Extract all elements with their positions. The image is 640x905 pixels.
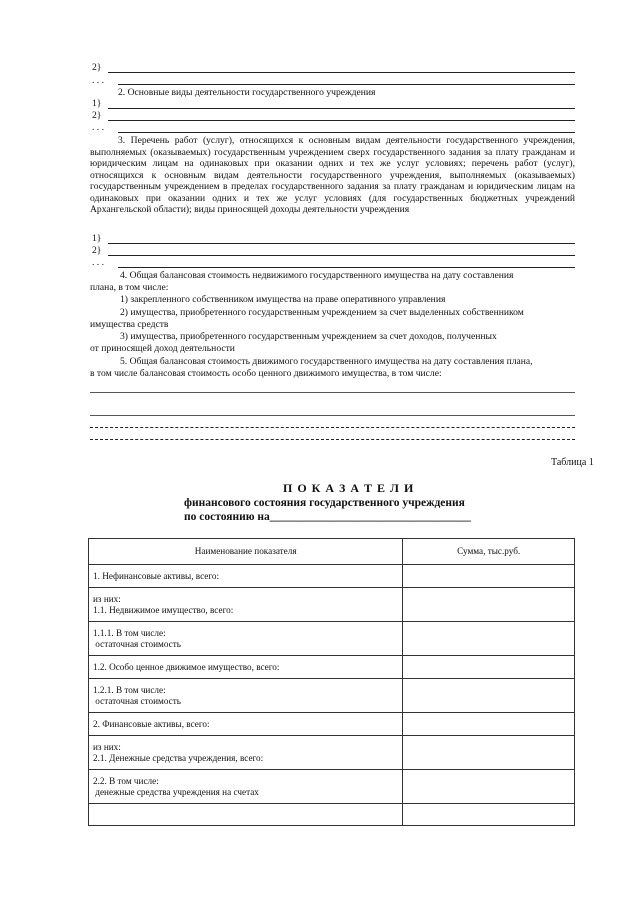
item-number: 1}	[92, 98, 102, 109]
fill-line	[108, 108, 575, 109]
row-label: из них: 1.1. Недвижимое имущество, всего:	[89, 588, 403, 622]
section-4-item-3-cont: от приносящей доход деятельности	[90, 343, 235, 354]
row-label: 1. Нефинансовые активы, всего:	[89, 565, 403, 588]
section-2-heading: 2. Основные виды деятельности государственного учреждения	[118, 87, 376, 98]
amount-cell[interactable]	[403, 713, 575, 736]
fill-line	[118, 84, 575, 85]
ellipsis: . . .	[92, 75, 104, 86]
section-4-line-1: 4. Общая балансовая стоимость недвижимого государственного имущества на дату составления	[120, 270, 514, 281]
table-row	[89, 713, 575, 736]
amount-cell[interactable]	[403, 656, 575, 679]
section-3-paragraph: 3. Перечень работ (услуг), относящихся к основным видам деятельности государственного учреждения, выполняемых (оказываемых) государственным учреждением сверх государственного задания за плату гражданам и юридическим лицам на одинаковых при оказании одних и тех же услуг условиях; перечень работ (услуг), относящихся к основным видам деятельности государственного учреждения, выполняемых (оказываемых) государственным учреждением в пределах государственного задания за плату гражданам и юридическим лицам на одинаковых при оказании одних и тех же услуг условиях (для государственных бюджетных учреждений Архангельской области); виды приносящей доходы деятельности учреждения	[90, 135, 575, 215]
table-header-row	[89, 539, 575, 565]
section-5-line-1: 5. Общая балансовая стоимость движимого государственного имущества на дату составления плана,	[120, 356, 533, 367]
fill-line	[108, 243, 575, 244]
section-4-line-2: плана, в том числе:	[90, 282, 169, 293]
table-row	[89, 656, 575, 679]
amount-cell[interactable]	[403, 622, 575, 656]
row-label: 2.2. В том числе: денежные средства учреждения на счетах	[89, 770, 403, 804]
row-label: 1.1.1. В том числе: остаточная стоимость	[89, 622, 403, 656]
section-4-item-1: 1) закрепленного собственником имущества на праве оперативного управления	[120, 294, 446, 305]
table-row	[89, 804, 575, 826]
table-row	[89, 588, 575, 622]
row-label[interactable]	[89, 804, 403, 826]
amount-cell[interactable]	[403, 736, 575, 770]
item-number: 1}	[92, 233, 102, 244]
amount-cell[interactable]	[403, 588, 575, 622]
indicators-table	[88, 538, 575, 826]
section-4-item-2: 2) имущества, приобретенного государственным учреждением за счет выделенных собственником	[120, 307, 524, 318]
fill-line	[90, 392, 575, 393]
ellipsis: . . .	[92, 122, 104, 133]
amount-cell[interactable]	[403, 679, 575, 713]
row-label: 1.2. Особо ценное движимое имущество, всего:	[89, 656, 403, 679]
row-label: из них: 2.1. Денежные средства учреждения, всего:	[89, 736, 403, 770]
fill-line	[118, 132, 575, 133]
fill-line	[108, 255, 575, 256]
table-row	[89, 679, 575, 713]
amount-cell[interactable]	[403, 770, 575, 804]
item-number: 2}	[92, 110, 102, 121]
item-number: 2}	[92, 245, 102, 256]
fill-line	[90, 427, 575, 428]
fill-line	[90, 439, 575, 440]
row-label: 1.2.1. В том числе: остаточная стоимость	[89, 679, 403, 713]
section-5-line-2: в том числе балансовая стоимость особо ценного движимого имущества, в том числе:	[90, 368, 442, 379]
header-indicator-name: Наименование показателя	[89, 539, 403, 565]
section-4-item-2-cont: имущества средств	[90, 319, 169, 330]
amount-cell[interactable]	[403, 804, 575, 826]
ellipsis: . . .	[92, 257, 104, 268]
section-4-item-3: 3) имущества, приобретенного государственным учреждением за счет доходов, полученных	[120, 331, 497, 342]
table-row	[89, 736, 575, 770]
page-title: П О К А З А Т Е Л И	[283, 481, 415, 495]
fill-line	[90, 415, 575, 416]
table-row	[89, 565, 575, 588]
table-row	[89, 622, 575, 656]
as-of-date-line: по состоянию на___________________________________	[184, 511, 472, 523]
table-caption: Таблица 1	[551, 457, 594, 468]
fill-line	[108, 120, 575, 121]
table-row	[89, 770, 575, 804]
row-label: 2. Финансовые активы, всего:	[89, 713, 403, 736]
item-number: 2}	[92, 62, 102, 73]
amount-cell[interactable]	[403, 565, 575, 588]
page-subtitle: финансового состояния государственного учреждения	[184, 497, 465, 509]
fill-line	[118, 267, 575, 268]
fill-line	[108, 72, 575, 73]
header-amount: Сумма, тыс.руб.	[403, 539, 575, 565]
